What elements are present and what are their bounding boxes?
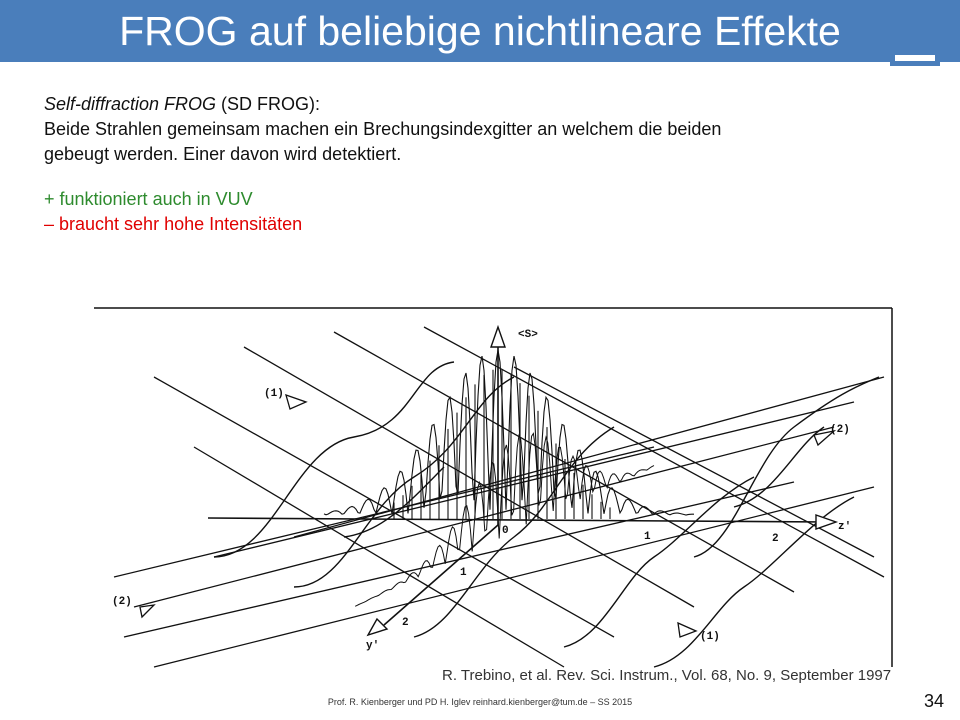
con-point: – braucht sehr hohe Intensitäten bbox=[44, 214, 303, 234]
signal-label: <S> bbox=[518, 329, 538, 341]
tick-origin: 0 bbox=[502, 525, 509, 537]
pro-point: + funktioniert auch in VUV bbox=[44, 189, 253, 209]
slide-title: FROG auf beliebige nichtlineare Effekte bbox=[119, 8, 841, 54]
description-line-1: Beide Strahlen gemeinsam machen ein Brechungsindexgitter an welchem die beiden bbox=[44, 119, 722, 139]
z-axis bbox=[208, 518, 829, 522]
tick-z1: 1 bbox=[644, 531, 651, 543]
beam1-line bbox=[194, 447, 564, 667]
page-number: 34 bbox=[923, 691, 944, 711]
beam1-bottom-arrowhead bbox=[678, 623, 696, 637]
beam2-right-label: (2) bbox=[830, 424, 850, 436]
beam2-line bbox=[154, 487, 874, 667]
sd-frog-suffix: (SD FROG): bbox=[216, 94, 321, 114]
beam1-top-arrowhead bbox=[286, 395, 306, 409]
tick-z2: 2 bbox=[772, 533, 779, 545]
y-axis-label: y' bbox=[366, 640, 380, 652]
text-block bbox=[44, 92, 914, 237]
corner-logo bbox=[890, 36, 940, 66]
beam2-left-label: (2) bbox=[112, 596, 132, 608]
tick-y1: 1 bbox=[460, 567, 467, 579]
sd-frog-diagram bbox=[94, 307, 894, 685]
sd-frog-italic: Self-diffraction FROG bbox=[44, 94, 217, 114]
diagram-svg bbox=[94, 307, 894, 685]
z-arrowhead bbox=[816, 515, 836, 529]
beam2-left-arrowhead bbox=[140, 605, 154, 617]
citation: R. Trebino, et al. Rev. Sci. Instrum., Vol. 68, No. 9, September 1997 bbox=[442, 667, 892, 684]
beam2-line bbox=[114, 447, 654, 577]
beam1-line bbox=[154, 377, 614, 637]
beam1-bottom-label: (1) bbox=[700, 631, 720, 643]
intro-line bbox=[44, 92, 914, 117]
signal-arrowhead bbox=[491, 327, 505, 347]
y-arrowhead bbox=[368, 619, 387, 635]
sd-step-curve bbox=[734, 427, 824, 507]
footer-credit: Prof. R. Kienberger und PD H. Iglev reinhard.kienberger@tum.de – SS 2015 bbox=[327, 697, 633, 707]
tick-y2: 2 bbox=[402, 617, 409, 629]
description-line-2: gebeugt werden. Einer davon wird detektiert. bbox=[44, 144, 402, 164]
z-axis-label: z' bbox=[838, 521, 852, 533]
beam1-top-label: (1) bbox=[264, 388, 284, 400]
beam1-line bbox=[334, 332, 794, 592]
beam2-line bbox=[214, 402, 854, 557]
y-axis bbox=[384, 525, 498, 625]
beam1-line bbox=[244, 347, 694, 607]
title-bar bbox=[0, 0, 960, 62]
